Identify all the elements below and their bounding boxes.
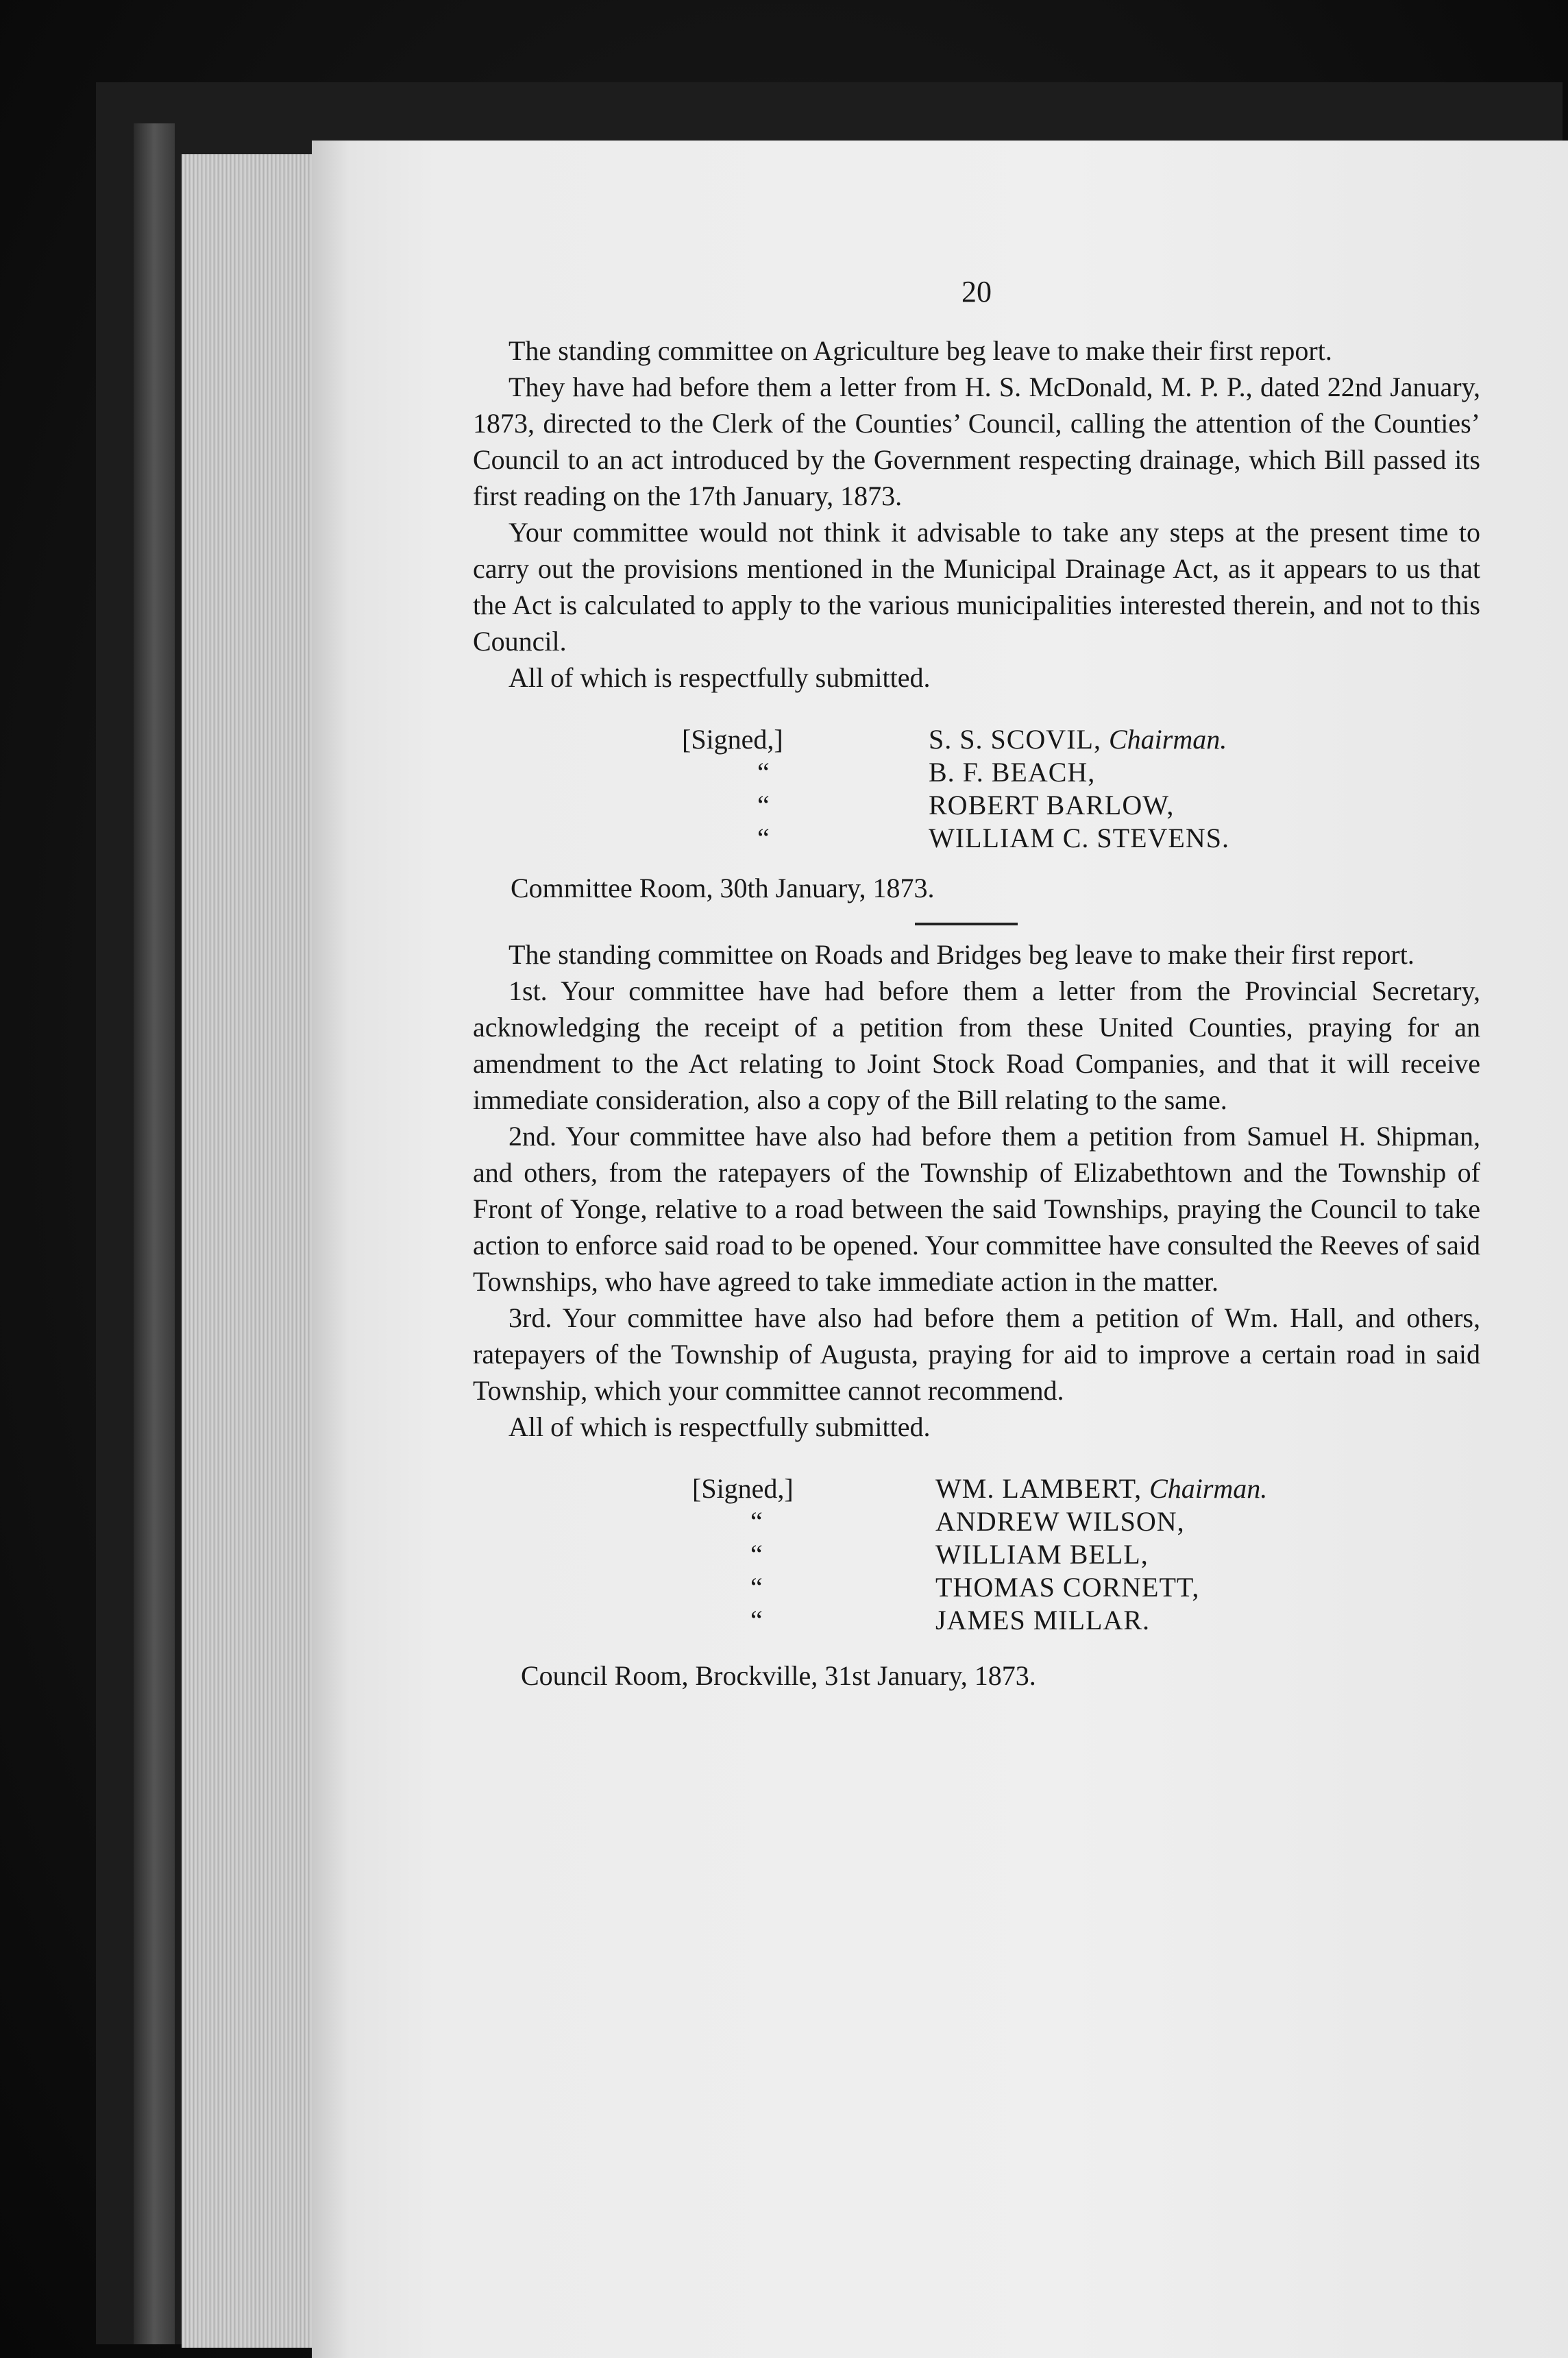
signatory-name: WILLIAM BELL, [935, 1539, 1149, 1570]
section-divider [915, 923, 1018, 925]
report2-paragraph-3: 2nd. Your committee have also had before them a petition from Samuel H. Shipman, and others, from the ratepayers of the Township of Elizabethtown and the Township of Front of Yonge, relative to a road between the said Townships, praying the Council to take action to enforce said road to be opened. Your committee have consulted the Reeves of said Townships, who have agreed to take immediate action in the matter. [473, 1121, 1480, 1297]
signed-label: [Signed,] [692, 1473, 794, 1504]
ditto-mark: “ [750, 1572, 763, 1603]
roads-bridges-report [473, 936, 1480, 1694]
signature-line [473, 1571, 1480, 1604]
ditto-mark: “ [757, 757, 770, 788]
signature-line [473, 822, 1480, 855]
ditto-mark: “ [750, 1539, 763, 1570]
signatory-name: ANDREW WILSON, [935, 1506, 1185, 1537]
report2-signatures [473, 1472, 1480, 1637]
report2-paragraph-5: All of which is respectfully submitted. [509, 1411, 931, 1442]
signed-label: [Signed,] [682, 724, 783, 755]
signatory-name: S. S. SCOVIL, Chairman. [929, 724, 1227, 755]
signature-line [473, 1472, 1480, 1505]
ditto-mark: “ [750, 1605, 763, 1636]
ditto-mark: “ [757, 823, 770, 853]
agriculture-report [473, 332, 1480, 906]
signatory-name: ROBERT BARLOW, [929, 790, 1175, 821]
report2-paragraph-1: The standing committee on Roads and Bridges beg leave to make their first report. [509, 939, 1414, 970]
signature-line [473, 723, 1480, 756]
ditto-mark: “ [757, 790, 770, 821]
signatory-name: JAMES MILLAR. [935, 1605, 1151, 1636]
report1-paragraph-4: All of which is respectfully submitted. [509, 662, 931, 693]
report2-paragraph-2: 1st. Your committee have had before them a letter from the Provincial Secretary, acknowledging the receipt of a petition from these United Counties, praying for an amendment to the Act relating to Joint Stock Road Companies, and that it will receive immediate consideration, also a copy of the Bill relating to the same. [473, 975, 1480, 1115]
signatory-name: THOMAS CORNETT, [935, 1572, 1200, 1603]
signatory-name: WILLIAM C. STEVENS. [929, 823, 1229, 853]
page-number: 20 [961, 275, 992, 308]
signatory-title: Chairman. [1108, 724, 1227, 755]
signature-line [473, 789, 1480, 822]
report2-paragraph-4: 3rd. Your committee have also had before them a petition of Wm. Hall, and others, ratepayers of the Township of Augusta, praying for aid to improve a certain road in said Township, which your committee cannot recommend. [473, 1302, 1480, 1406]
report2-dateline: Council Room, Brockville, 31st January, 1873. [521, 1660, 1036, 1691]
ditto-mark: “ [750, 1506, 763, 1537]
signature-line [473, 1505, 1480, 1538]
signature-line [473, 756, 1480, 789]
signatory-name: B. F. BEACH, [929, 757, 1096, 788]
report1-dateline: Committee Room, 30th January, 1873. [511, 873, 935, 903]
signatory-title: Chairman. [1149, 1473, 1268, 1504]
signatory-name: WM. LAMBERT, Chairman. [935, 1473, 1268, 1504]
book-spine-edge [134, 123, 175, 2344]
page-stack-edge [182, 154, 326, 2348]
signature-line [473, 1538, 1480, 1571]
report1-paragraph-3: Your committee would not think it advisable to take any steps at the present time to carry out the provisions mentioned in the Municipal Drainage Act, as it appears to us that the Act is calculated to apply to the various municipalities interested therein, and not to this Council. [473, 517, 1480, 657]
page-content [473, 274, 1480, 1694]
signature-line [473, 1604, 1480, 1637]
report1-paragraph-2: They have had before them a letter from H. S. McDonald, M. P. P., dated 22nd January, 1873, directed to the Clerk of the Counties’ Council, calling the attention of the Counties’ Council to an act introduced by the Government respecting drainage, which Bill passed its first reading on the 17th January, 1873. [473, 372, 1480, 511]
report1-signatures [473, 723, 1480, 855]
report1-paragraph-1: The standing committee on Agriculture beg leave to make their first report. [509, 335, 1332, 366]
